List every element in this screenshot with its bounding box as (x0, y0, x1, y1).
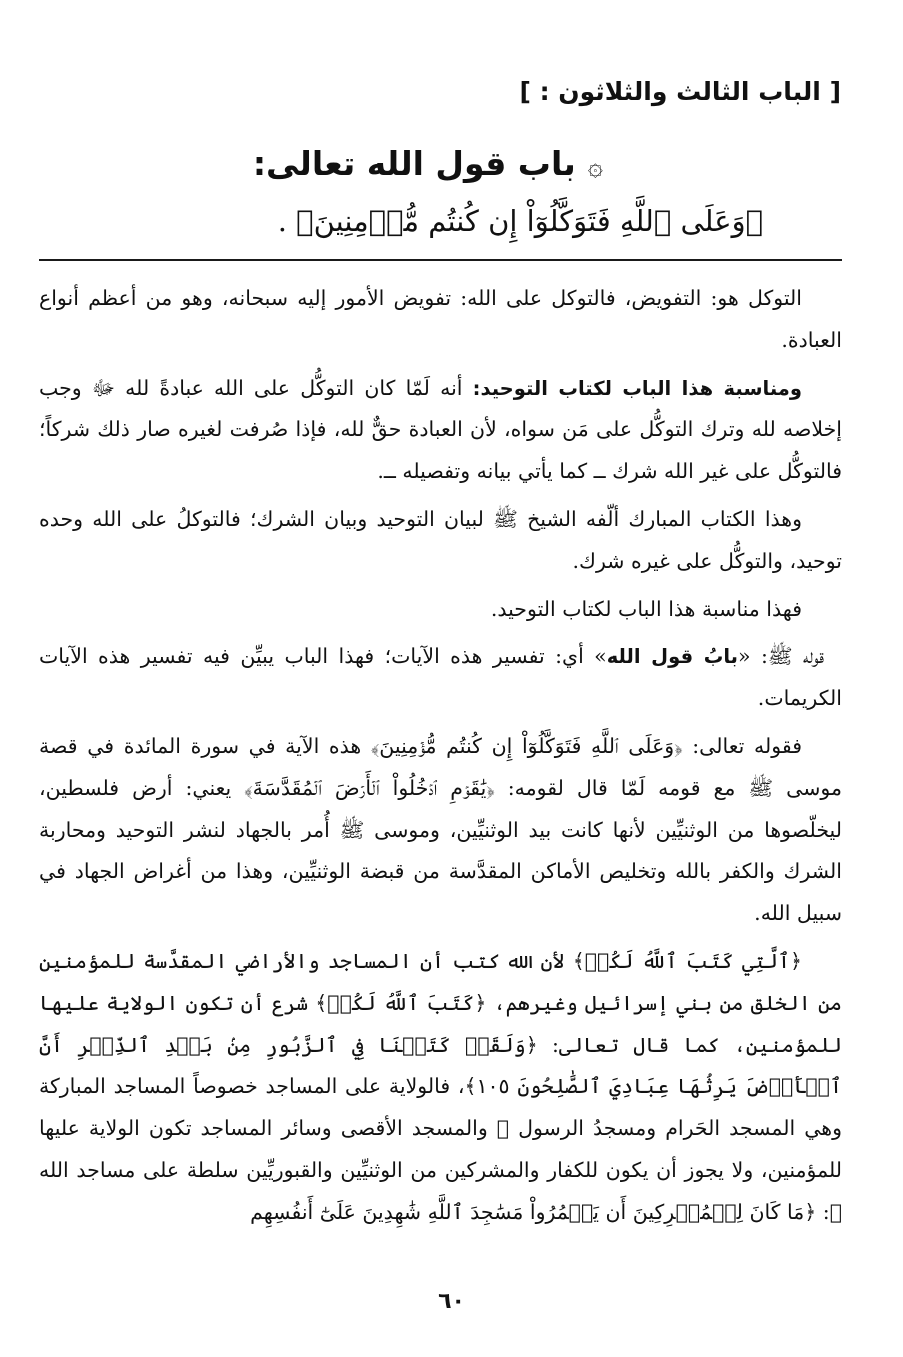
page-number: ٦٠ (438, 1289, 465, 1314)
quoted-heading: بابُ قول الله (606, 645, 738, 669)
relevance-text: أنه لَمّا كان التوكُّل على الله عبادةً لله ﷻ وجب إخلاصه لله وترك التوكُّل على مَن سواه، لأن العبادة حقٌّ لله، فإذا صُرفت لغيره صار ذلك شركاً؛ فالتوكُّل على غير الله شرك ــ كما يأتي بيانه وتفصيله ــ. (39, 375, 842, 484)
text-span: فقوله تعالى: (682, 733, 802, 758)
relevance-heading: ومناسبة هذا الباب لكتاب التوحيد: (472, 376, 802, 400)
flower-icon: ۞ (587, 152, 603, 182)
paragraph-relevance (39, 368, 842, 493)
text-span: لأن الله كتب أن المساجد والأراضي المقدَّسة للمؤمنين من الخلق من بني إسرائيل وغيرهم، (39, 948, 842, 1015)
text-span: شرع أن تكون الولاية عليها للمؤمنين، كما قال تعالى: (39, 990, 842, 1057)
quran-quote: ﴿وَعَلَى ٱللَّهِ فَتَوَكَّلُوٓاْ إِن كُنتُم مُّؤۡمِنِينَ﴾ (370, 733, 683, 758)
paragraph-definition: التوكل هو: التفويض، فالتوكل على الله: تفويض الأمور إليه سبحانه، وهو من أعظم أنواع العبادة. (39, 286, 842, 352)
paragraph-verse-commentary (39, 726, 842, 935)
text-span: قوله ﷺ: « (738, 644, 824, 669)
paragraph-book-purpose: وهذا الكتاب المبارك ألّفه الشيخ ﷺ لبيان التوحيد وبيان الشرك؛ فالتوكلُ على الله وحده توحيد، والتوكُّل على غيره شرك. (39, 506, 842, 573)
text-span: ، فالولاية على المساجد خصوصاً المساجد المباركة وهي المسجد الحَرام ومسجدُ الرسول ﷺ والمسجد الأقصى وسائر المساجد تكون الولاية عليها للمؤمنين، ولا يجوز أن يكون للكفار والمشركين من الوثنيِّين والقبوريِّين سلطة على مساجد الله ﷻ: (39, 1074, 842, 1224)
quran-quote: ﴿كَتَبَ ٱللَّهُ لَكُمۡ﴾ (315, 990, 487, 1015)
paragraph-holy-land (39, 941, 842, 1234)
chapter-title-text: باب قول الله تعالى: (252, 144, 576, 183)
section-divider (39, 259, 842, 261)
text-span: هذه الآية في سورة المائدة في قصة موسى ﷺ مع قومه لَمّا قال لقومه: (39, 733, 842, 800)
quran-quote: ﴿وَلَقَدۡ كَتَبۡنَا فِي ٱلزَّبُورِ مِنۢ بَعۡدِ ٱلذِّكۡرِ أَنَّ ٱلۡأَرۡضَ يَرِثُهَا عِبَادِيَ ٱلصَّٰلِحُونَ ١٠٥﴾ (39, 1032, 842, 1099)
text-span: يعني: أرض فلسطين، ليخلّصوها من الوثنيِّين لأنها كانت بيد الوثنيِّين، وموسى ﷺ أُمر بالجهاد لنشر التوحيد ومحاربة الشرك والكفر بالله وتخليص الأماكن المقدَّسة من قبضة الوثنيِّين، وهذا من أغراض الجهاد في سبيل الله. (39, 775, 842, 926)
paragraph-chapter-explanation (39, 636, 842, 720)
quran-quote: ﴿مَا كَانَ لِلۡمُشۡرِكِينَ أَن يَعۡمُرُواْ مَسَٰجِدَ ٱللَّهِ شَٰهِدِينَ عَلَىٰٓ أَنفُسِهِم (250, 1199, 817, 1224)
chapter-verse: ﴿وَعَلَى ٱللَّهِ فَتَوَكَّلُوٓاْ إِن كُنتُم مُّؤۡمِنِينَ﴾ . (277, 204, 763, 238)
body-text (39, 278, 842, 1263)
quran-quote: ﴿يَٰقَوۡمِ ٱدۡخُلُواْ ٱلۡأَرۡضَ ٱلۡمُقَدَّسَةَ﴾ (244, 775, 495, 800)
chapter-title (253, 136, 603, 195)
text-span: » أي: تفسير هذه الآيات؛ فهذا الباب يبيِّن فيه تفسير هذه الآيات الكريمات. (39, 644, 842, 711)
chapter-label: [ الباب الثالث والثلاثون : ] (519, 77, 841, 106)
paragraph-summary: فهذا مناسبة هذا الباب لكتاب التوحيد. (490, 596, 802, 621)
quran-quote: ﴿ٱلَّتِي كَتَبَ ٱللَّهُ لَكُمۡ﴾ (572, 948, 802, 973)
